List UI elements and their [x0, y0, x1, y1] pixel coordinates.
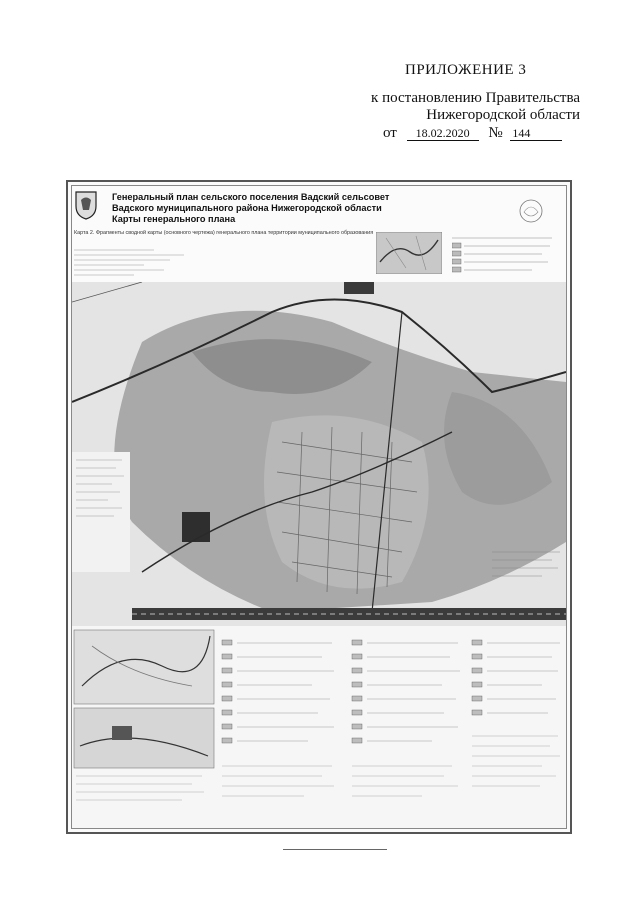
- document-number: 144: [510, 126, 562, 141]
- document-date: 18.02.2020: [407, 126, 479, 141]
- main-map-fragment: [72, 282, 566, 626]
- map-title-line-1: Генеральный план сельского поселения Вадский сельсовет: [112, 192, 390, 202]
- map-title: [112, 192, 389, 225]
- map-title-line-2: Вадского муниципального района Нижегородской области: [112, 203, 382, 213]
- date-prefix: от: [383, 125, 397, 141]
- coat-of-arms-icon: [74, 190, 98, 220]
- resolution-line-1: к постановлению Правительства: [371, 90, 580, 106]
- bottom-divider: [283, 849, 387, 850]
- map-subtitle: Карта 2. Фрагменты сводной карты (основного чертежа) генерального плана территории муниципального образования: [74, 230, 374, 236]
- inset-map-overview: [376, 232, 442, 274]
- inset-legend-top: [452, 234, 560, 278]
- map-sheet: [66, 180, 572, 834]
- resolution-reference: [368, 90, 580, 124]
- map-info-text-lines: [74, 246, 194, 282]
- map-title-line-3: Карты генерального плана: [112, 214, 236, 224]
- legend-and-inset-maps: [72, 626, 566, 828]
- seal-stamp-icon: [516, 198, 546, 224]
- number-prefix: №: [488, 125, 503, 141]
- resolution-line-2: Нижегородской области: [426, 107, 580, 123]
- appendix-heading: ПРИЛОЖЕНИЕ 3: [405, 62, 527, 78]
- document-date-number: [383, 125, 562, 142]
